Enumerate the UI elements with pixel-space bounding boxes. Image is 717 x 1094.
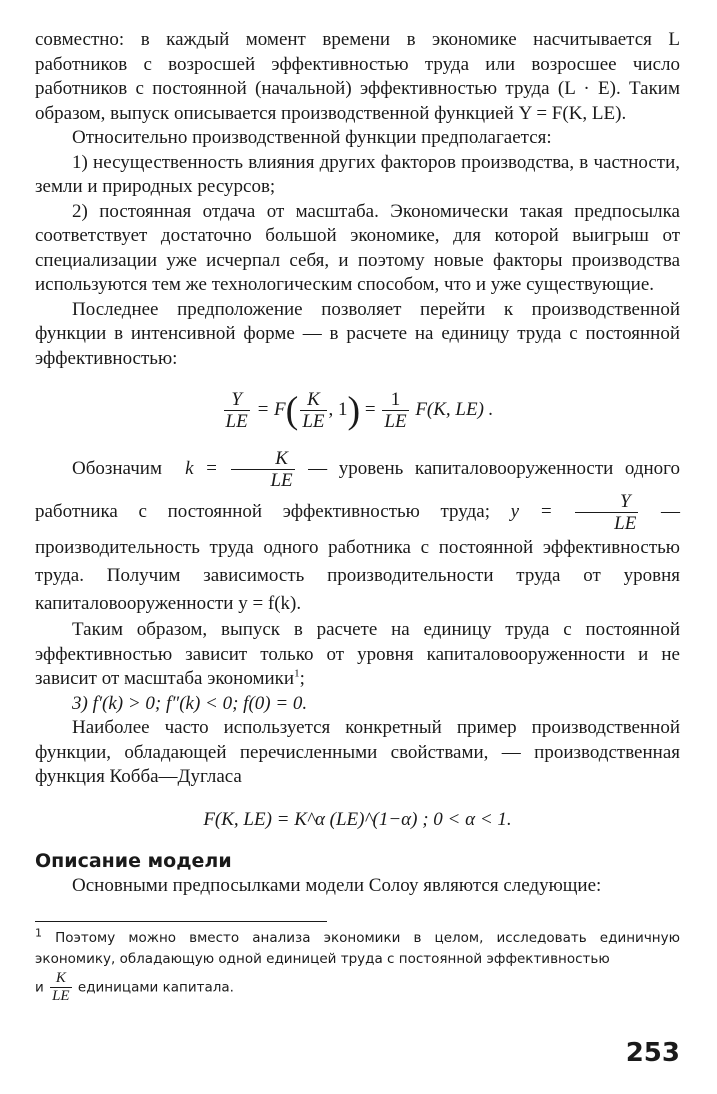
cobb-douglas-formula: F(K, LE) = K^α (LE)^(1−α) ; 0 < α < 1. (203, 808, 512, 830)
footnote-text: и (35, 979, 44, 995)
frac-num: K (50, 970, 72, 988)
fraction-y-le (224, 389, 250, 432)
paragraph-10: Основными предпосылками модели Солоу являются следующие: (72, 875, 602, 896)
footnote-fraction (50, 970, 72, 1005)
paragraph-5: Последнее предположение позволяет перейти к производственной функции в интенсивной форме — в расчете на единицу труда с постоянной эффективностью: (35, 298, 680, 369)
frac-den: LE (270, 470, 293, 491)
fraction-y-le-def (575, 491, 638, 534)
frac-den: LE (614, 513, 637, 534)
text-span: Таким образом, выпуск в расчете на единицу труда с постоянной эффективностью зависит только от уровня капиталовооруженности и не зависит от масштаба экономики (35, 619, 680, 689)
paragraph-3: 1) несущественность влияния других факторов производства, в частности, земли и природных ресурсов; (35, 151, 680, 197)
frac-den: LE (225, 411, 248, 432)
fraction-k-le-def (231, 448, 294, 491)
text-span: — производительность труда одного работника с постоянной эффективностью труда. Получим зависимость производительности труда от уровня капиталовооруженности y = f(k). (35, 500, 680, 614)
intensive-form-formula: $\frac{Y}{LE}$ = F( $\frac{K}{LE}$ , 1) = $\frac{1}{LE}$ F(K, LE) . (225, 389, 494, 432)
frac-num: 1 (382, 389, 408, 411)
text-span: ; (299, 668, 305, 689)
k-definition-lhs: k = (185, 457, 218, 479)
frac-den: LE (52, 987, 70, 1004)
text-span: — уровень капиталовооруженности одного работника с постоянной эффективностью труда; (35, 457, 680, 522)
footnote-ref: 1 (294, 667, 300, 680)
formula-text: F(K, LE) . (415, 398, 494, 420)
page-body (35, 28, 680, 1005)
paragraph-1: совместно: в каждый момент времени в экономике насчитывается L работников с возросшей эффективностью труда или возросшее число работников с постоянной (начальной) эффективностью труда (L · E). Таким образом, выпуск описывается производственной функцией Y = F(K, LE). (35, 29, 680, 124)
page-number: 253 (625, 1038, 680, 1068)
paragraph-4: 2) постоянная отдача от масштаба. Экономически такая предпосылка соответствует достаточно большой экономике, для которой выигрыш от специализации уже исчерпал себя, и поэтому новые факторы производства используются тем же технологическим способом, что и уже существующие. (35, 200, 680, 295)
fraction-k-le (300, 389, 326, 432)
paragraph-8-conditions: 3) f′(k) > 0; f″(k) < 0; f(0) = 0. (72, 692, 308, 714)
frac-num: Y (224, 389, 250, 411)
section-heading: Описание модели (35, 850, 232, 872)
formula-text: = F (256, 398, 286, 420)
footnote (35, 928, 680, 1005)
paragraph-9: Наиболее часто используется конкретный пример производственной функции, обладающей перечисленными свойствами, — производственная функция Кобба—Дугласа (35, 717, 680, 787)
paragraph-7 (35, 618, 680, 692)
y-definition-lhs: y = (510, 500, 553, 522)
formula-text: , 1 (328, 398, 348, 420)
frac-num: Y (575, 491, 638, 513)
footnote-text: единицами капитала. (77, 979, 234, 995)
fraction-1-le (382, 389, 408, 432)
paragraph-2: Относительно производственной функции предполагается: (72, 127, 552, 148)
footnote-divider (35, 921, 327, 922)
frac-num: K (231, 448, 294, 470)
frac-num: K (300, 389, 326, 411)
paragraph-6 (35, 448, 680, 618)
frac-den: LE (384, 411, 407, 432)
footnote-text: Поэтому можно вместо анализа экономики в целом, исследовать единичную экономику, обладающую одной единицей труда с постоянной эффективностью (35, 929, 680, 967)
frac-den: LE (302, 411, 325, 432)
footnote-marker: 1 (35, 926, 42, 939)
text-span: Обозначим (72, 457, 162, 479)
formula-text: = (364, 398, 376, 420)
